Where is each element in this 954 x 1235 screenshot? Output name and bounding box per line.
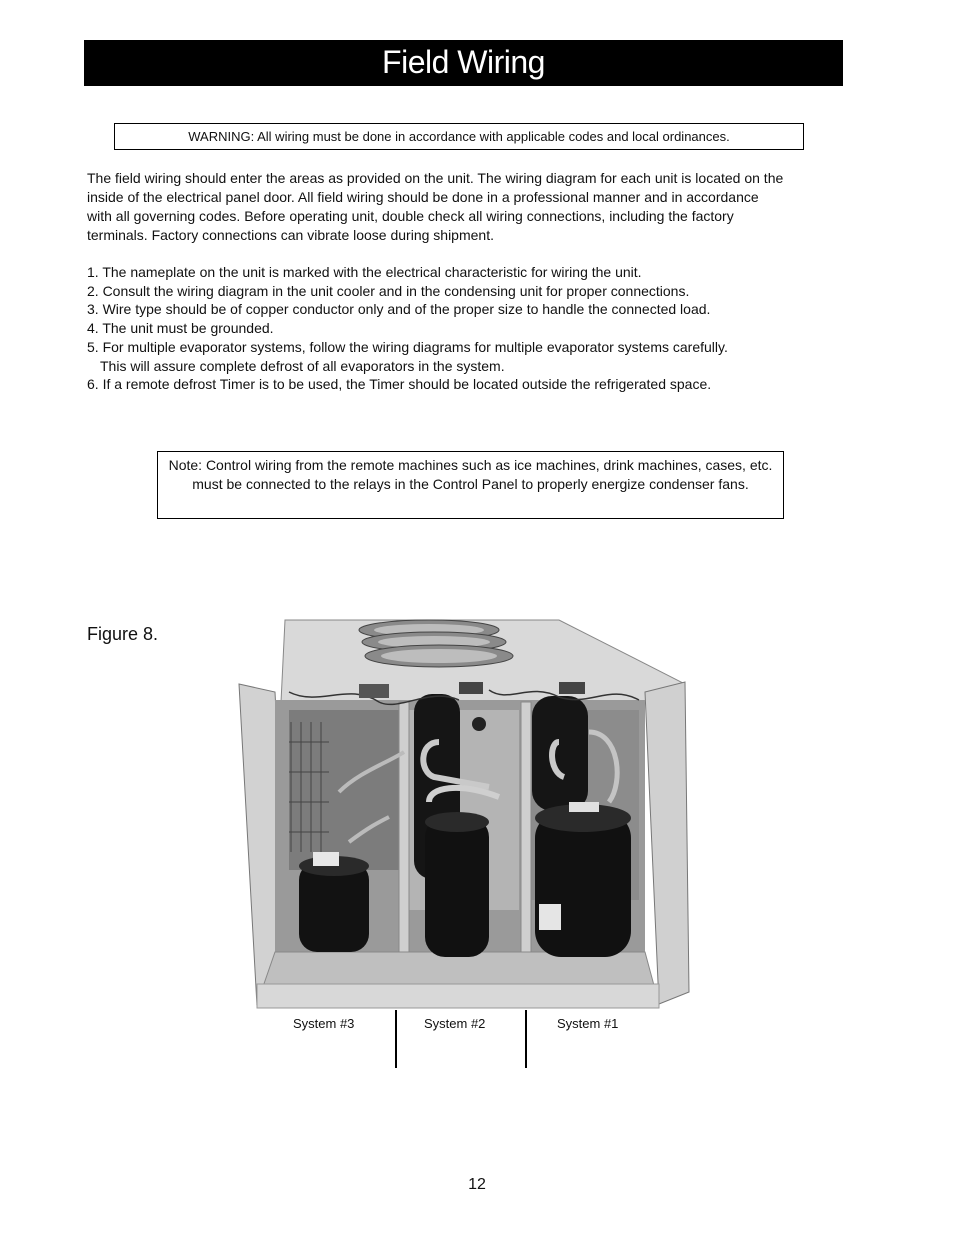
intro-paragraph: The field wiring should enter the areas as provided on the unit. The wiring diagram for each unit is located on the inside of the electrical panel door. All field wiring should be done in a professional manner and in accordance with all governing codes. Before operating unit, double check all wiring connections, including the factory terminals. Factory connections can vibrate loose during shipment. [87, 170, 784, 243]
note-box: Note: Control wiring from the remote machines such as ice machines, drink machines, cases, etc. must be connected to the relays in the Control Panel to properly energize condenser fans. [157, 451, 784, 519]
list-item: 1. The nameplate on the unit is marked with the electrical characteristic for wiring the unit. [87, 264, 642, 280]
instruction-list [87, 263, 797, 394]
figure-label: Figure 8. [87, 624, 159, 644]
system-1-label: System #1 [557, 1016, 619, 1031]
system-divider [395, 1010, 397, 1068]
list-item-continuation: This will assure complete defrost of all evaporators in the system. [100, 357, 505, 374]
page-title: Field Wiring [382, 44, 545, 80]
list-item: 3. Wire type should be of copper conductor only and of the proper size to handle the connected load. [87, 301, 711, 318]
list-item: 2. Consult the wiring diagram in the unit cooler and in the condensing unit for proper connections. [87, 282, 690, 299]
system-3-label: System #3 [293, 1016, 355, 1031]
list-item: 6. If a remote defrost Timer is to be used, the Timer should be located outside the refrigerated space. [87, 376, 712, 393]
system-2-label: System #2 [424, 1016, 486, 1031]
page-number: 12 [468, 1176, 486, 1193]
system-divider [525, 1010, 527, 1068]
condensing-unit-photo [229, 612, 691, 1010]
warning-box: WARNING: All wiring must be done in accordance with applicable codes and local ordinances. [114, 123, 804, 150]
page-header [84, 40, 843, 86]
list-item: 5. For multiple evaporator systems, follow the wiring diagrams for multiple evaporator systems carefully. [87, 338, 728, 355]
list-item: 4. The unit must be grounded. [87, 320, 274, 337]
